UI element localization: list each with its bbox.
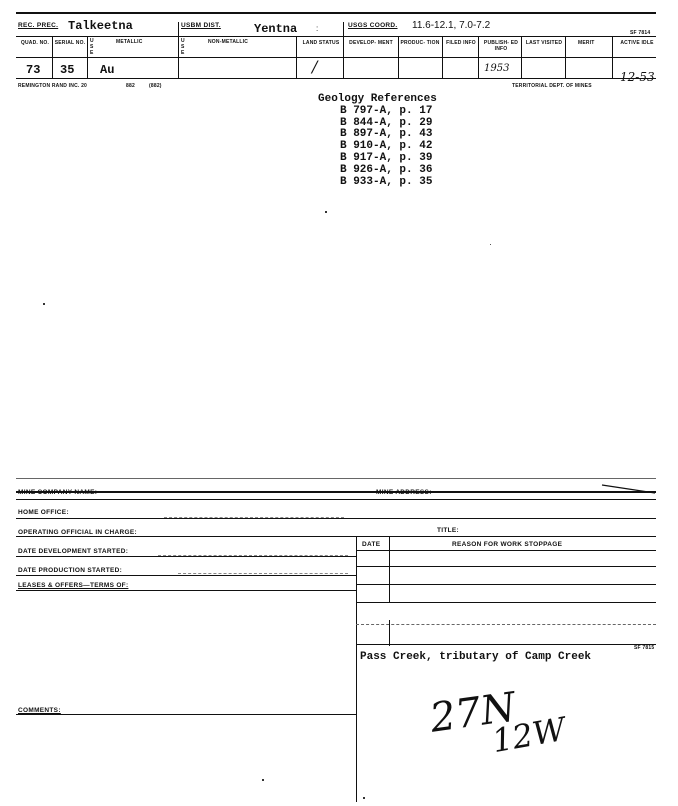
home-office-label: HOME OFFICE: [18, 509, 69, 516]
value-land-status: / [312, 57, 318, 76]
col-development: DEVELOP- MENT [349, 40, 393, 46]
col-last-visited: LAST VISITED [525, 40, 563, 46]
form-number-top: SF 7814 [630, 30, 651, 36]
comments-label: COMMENTS: [18, 707, 61, 714]
handwritten-range: 12W [489, 709, 569, 761]
printer-code-2: (882) [149, 83, 162, 89]
col-use-1: U S E [90, 38, 94, 56]
geology-references [318, 94, 448, 188]
usgs-coord-label: USGS COORD. [348, 22, 398, 29]
rec-prec-label: REC. PREC. [18, 22, 59, 29]
usbm-dist-label: USBM DIST. [181, 22, 221, 29]
mine-company-name-label: MINE COMPANY NAME: [18, 489, 98, 496]
col-production: PRODUC- TION [400, 40, 440, 46]
value-quad-no: 73 [26, 63, 41, 77]
agency-name: TERRITORIAL DEPT. OF MINES [512, 83, 592, 89]
form-number-bottom: SF 7815 [634, 645, 655, 651]
col-non-metallic: NON-METALLIC [208, 39, 249, 45]
usgs-coord-value: 11.6-12.1, 7.0-7.2 [412, 20, 491, 31]
reference-item: B 897-A, p. 43 [340, 128, 433, 141]
printer-imprint: REMINGTON RAND INC. 20 [18, 83, 88, 89]
value-metallic: Au [100, 63, 115, 77]
col-filed-info: FILED INFO [446, 40, 476, 46]
mine-address-label: MINE ADDRESS: [376, 489, 432, 496]
reference-item: B 917-A, p. 39 [340, 151, 433, 164]
value-active-idle: 12-53 [620, 70, 655, 84]
value-published-info: 1953 [484, 63, 510, 74]
reference-item: B 933-A, p. 35 [340, 175, 433, 188]
col-merit: MERIT [578, 40, 595, 46]
col-use-2: U S E [181, 38, 185, 56]
date-development-label: DATE DEVELOPMENT STARTED: [18, 548, 129, 555]
printer-code: 882 [126, 83, 135, 89]
value-serial-no: 35 [60, 63, 75, 77]
col-published-info: PUBLISH- ED INFO [483, 40, 519, 52]
title-label: TITLE: [437, 527, 460, 534]
col-metallic: METALLIC [116, 39, 143, 45]
reference-item: B 797-A, p. 17 [340, 104, 433, 117]
handwritten-township: 27N [427, 684, 519, 742]
location-note: Pass Creek, tributary of Camp Creek [360, 651, 592, 663]
reference-item: B 910-A, p. 42 [340, 140, 433, 153]
date-column-header: DATE [362, 541, 381, 548]
card-corner-mark [600, 482, 660, 496]
usbm-dist-value: Yentna [254, 22, 298, 36]
date-production-label: DATE PRODUCTION STARTED: [18, 567, 123, 574]
col-serial-no: SERIAL NO. [54, 40, 86, 46]
col-quad-no: QUAD. NO. [20, 40, 50, 46]
col-active-idle: ACTIVE IDLE [620, 40, 654, 46]
reference-item: B 844-A, p. 29 [340, 116, 433, 129]
references-title: Geology References [318, 93, 437, 105]
reason-column-header: REASON FOR WORK STOPPAGE [452, 541, 563, 548]
leases-label: LEASES & OFFERS—TERMS OF: [18, 582, 129, 589]
col-land-status: LAND STATUS [302, 40, 340, 46]
reference-item: B 926-A, p. 36 [340, 163, 433, 176]
rec-prec-value: Talkeetna [68, 19, 133, 33]
operating-official-label: OPERATING OFFICIAL IN CHARGE: [18, 529, 137, 536]
